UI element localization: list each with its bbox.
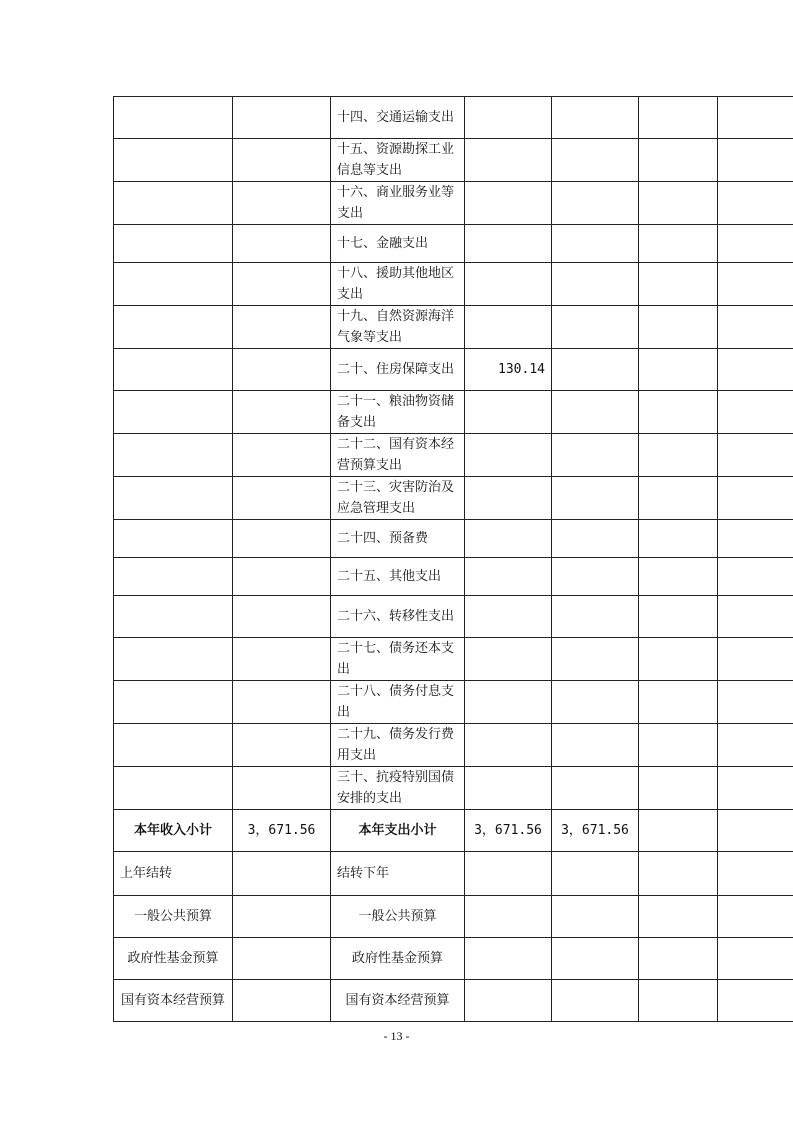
expense-subtotal-value: 3，671.56 xyxy=(465,810,552,852)
empty-cell xyxy=(552,182,639,225)
table-row xyxy=(114,477,793,520)
expense-item-amount xyxy=(465,596,552,638)
table-row xyxy=(114,520,793,558)
expense-item-label: 二十七、债务还本支出 xyxy=(331,638,465,681)
expense-item-label: 十六、商业服务业等支出 xyxy=(331,182,465,225)
empty-cell xyxy=(552,852,639,896)
empty-cell xyxy=(552,896,639,938)
empty-cell xyxy=(233,558,331,596)
empty-cell xyxy=(465,896,552,938)
empty-cell xyxy=(552,391,639,434)
expense-item-label: 十五、资源勘探工业信息等支出 xyxy=(331,139,465,182)
empty-cell xyxy=(718,896,793,938)
empty-cell xyxy=(233,263,331,306)
empty-cell xyxy=(114,434,233,477)
expense-item-label: 二十、住房保障支出 xyxy=(331,349,465,391)
empty-cell xyxy=(233,852,331,896)
empty-cell xyxy=(718,938,793,980)
table-row xyxy=(114,182,793,225)
subtotal-row xyxy=(114,810,793,852)
expense-carry-item: 政府性基金预算 xyxy=(331,938,465,980)
empty-cell xyxy=(114,182,233,225)
table-row xyxy=(114,225,793,263)
empty-cell xyxy=(718,434,793,477)
empty-cell xyxy=(639,97,718,139)
empty-cell xyxy=(718,681,793,724)
empty-cell xyxy=(233,306,331,349)
table-row xyxy=(114,767,793,810)
empty-cell xyxy=(718,349,793,391)
empty-cell xyxy=(718,767,793,810)
empty-cell xyxy=(639,520,718,558)
empty-cell xyxy=(639,724,718,767)
empty-cell xyxy=(639,477,718,520)
empty-cell xyxy=(639,980,718,1022)
empty-cell xyxy=(552,263,639,306)
empty-cell xyxy=(114,520,233,558)
empty-cell xyxy=(552,434,639,477)
table-row xyxy=(114,97,793,139)
table-row xyxy=(114,558,793,596)
expense-item-amount xyxy=(465,477,552,520)
expense-item-amount xyxy=(465,139,552,182)
table-row xyxy=(114,391,793,434)
expense-item-label: 十四、交通运输支出 xyxy=(331,97,465,139)
income-subtotal-label: 本年收入小计 xyxy=(114,810,233,852)
empty-cell xyxy=(718,477,793,520)
empty-cell xyxy=(639,938,718,980)
empty-cell xyxy=(114,391,233,434)
table-row xyxy=(114,349,793,391)
expense-rows xyxy=(114,97,793,810)
expense-carry-item: 一般公共预算 xyxy=(331,896,465,938)
empty-cell xyxy=(552,596,639,638)
empty-cell xyxy=(233,477,331,520)
expense-item-amount xyxy=(465,558,552,596)
income-carry-label: 上年结转 xyxy=(114,852,233,896)
empty-cell xyxy=(114,139,233,182)
empty-cell xyxy=(718,596,793,638)
empty-cell xyxy=(233,638,331,681)
empty-cell xyxy=(639,767,718,810)
empty-cell xyxy=(718,520,793,558)
empty-cell xyxy=(233,980,331,1022)
empty-cell xyxy=(552,97,639,139)
empty-cell xyxy=(233,896,331,938)
expense-item-label: 二十六、转移性支出 xyxy=(331,596,465,638)
empty-cell xyxy=(639,681,718,724)
empty-cell xyxy=(552,767,639,810)
empty-cell xyxy=(552,306,639,349)
empty-cell xyxy=(718,724,793,767)
empty-cell xyxy=(718,306,793,349)
table-row xyxy=(114,596,793,638)
budget-table xyxy=(113,96,793,1022)
table-row xyxy=(114,724,793,767)
empty-cell xyxy=(718,852,793,896)
empty-cell xyxy=(465,980,552,1022)
empty-cell xyxy=(114,225,233,263)
empty-cell xyxy=(233,520,331,558)
empty-cell xyxy=(718,638,793,681)
empty-cell xyxy=(718,810,793,852)
empty-cell xyxy=(114,638,233,681)
empty-cell xyxy=(114,349,233,391)
empty-cell xyxy=(552,139,639,182)
empty-cell xyxy=(639,596,718,638)
income-carry-item: 政府性基金预算 xyxy=(114,938,233,980)
empty-cell xyxy=(552,681,639,724)
expense-item-label: 二十一、粮油物资储备支出 xyxy=(331,391,465,434)
table-row xyxy=(114,896,793,938)
carry-row xyxy=(114,852,793,896)
empty-cell xyxy=(465,852,552,896)
empty-cell xyxy=(552,558,639,596)
table-row xyxy=(114,263,793,306)
expense-item-amount xyxy=(465,724,552,767)
expense-subtotal-value-2: 3，671.56 xyxy=(552,810,639,852)
empty-cell xyxy=(639,139,718,182)
expense-item-amount: 130.14 xyxy=(465,349,552,391)
empty-cell xyxy=(233,391,331,434)
table-row xyxy=(114,938,793,980)
expense-subtotal-label: 本年支出小计 xyxy=(331,810,465,852)
income-carry-item: 一般公共预算 xyxy=(114,896,233,938)
empty-cell xyxy=(233,434,331,477)
empty-cell xyxy=(639,225,718,263)
empty-cell xyxy=(639,306,718,349)
expense-item-label: 二十九、债务发行费用支出 xyxy=(331,724,465,767)
empty-cell xyxy=(718,182,793,225)
expense-item-label: 二十二、国有资本经营预算支出 xyxy=(331,434,465,477)
empty-cell xyxy=(552,938,639,980)
expense-item-amount xyxy=(465,434,552,477)
expense-item-label: 二十三、灾害防治及应急管理支出 xyxy=(331,477,465,520)
empty-cell xyxy=(552,980,639,1022)
empty-cell xyxy=(552,520,639,558)
empty-cell xyxy=(114,724,233,767)
expense-item-amount xyxy=(465,520,552,558)
table-row xyxy=(114,681,793,724)
empty-cell xyxy=(718,97,793,139)
expense-item-amount xyxy=(465,97,552,139)
empty-cell xyxy=(639,263,718,306)
empty-cell xyxy=(639,434,718,477)
expense-carry-item: 国有资本经营预算 xyxy=(331,980,465,1022)
expense-item-amount xyxy=(465,306,552,349)
carry-detail-rows xyxy=(114,896,793,1022)
empty-cell xyxy=(639,182,718,225)
empty-cell xyxy=(639,852,718,896)
empty-cell xyxy=(718,558,793,596)
empty-cell xyxy=(639,896,718,938)
page-number: - 13 - xyxy=(383,1029,410,1043)
summary-rows xyxy=(114,810,793,896)
expense-item-label: 二十四、预备费 xyxy=(331,520,465,558)
empty-cell xyxy=(233,681,331,724)
empty-cell xyxy=(233,225,331,263)
empty-cell xyxy=(233,97,331,139)
expense-item-amount xyxy=(465,182,552,225)
empty-cell xyxy=(233,139,331,182)
expense-item-label: 二十五、其他支出 xyxy=(331,558,465,596)
table-row xyxy=(114,139,793,182)
income-carry-item: 国有资本经营预算 xyxy=(114,980,233,1022)
empty-cell xyxy=(114,97,233,139)
table-row xyxy=(114,306,793,349)
empty-cell xyxy=(114,477,233,520)
expense-carry-label: 结转下年 xyxy=(331,852,465,896)
empty-cell xyxy=(233,724,331,767)
expense-item-amount xyxy=(465,263,552,306)
empty-cell xyxy=(639,638,718,681)
empty-cell xyxy=(639,349,718,391)
empty-cell xyxy=(718,263,793,306)
empty-cell xyxy=(718,225,793,263)
empty-cell xyxy=(233,596,331,638)
empty-cell xyxy=(639,558,718,596)
empty-cell xyxy=(233,938,331,980)
income-subtotal-value: 3，671.56 xyxy=(233,810,331,852)
expense-item-amount xyxy=(465,638,552,681)
empty-cell xyxy=(114,263,233,306)
expense-item-label: 二十八、债务付息支出 xyxy=(331,681,465,724)
empty-cell xyxy=(233,349,331,391)
empty-cell xyxy=(114,767,233,810)
table-row xyxy=(114,638,793,681)
empty-cell xyxy=(552,349,639,391)
empty-cell xyxy=(552,477,639,520)
empty-cell xyxy=(114,306,233,349)
expense-item-amount xyxy=(465,681,552,724)
empty-cell xyxy=(718,980,793,1022)
empty-cell xyxy=(114,681,233,724)
empty-cell xyxy=(718,391,793,434)
empty-cell xyxy=(114,596,233,638)
expense-item-amount xyxy=(465,391,552,434)
empty-cell xyxy=(114,558,233,596)
expense-item-label: 十八、援助其他地区支出 xyxy=(331,263,465,306)
empty-cell xyxy=(552,225,639,263)
empty-cell xyxy=(233,767,331,810)
expense-item-label: 十七、金融支出 xyxy=(331,225,465,263)
empty-cell xyxy=(552,724,639,767)
table-row xyxy=(114,980,793,1022)
empty-cell xyxy=(718,139,793,182)
empty-cell xyxy=(639,391,718,434)
empty-cell xyxy=(552,638,639,681)
empty-cell xyxy=(639,810,718,852)
empty-cell xyxy=(465,938,552,980)
expense-item-label: 三十、抗疫特别国债安排的支出 xyxy=(331,767,465,810)
expense-item-amount xyxy=(465,767,552,810)
expense-item-label: 十九、自然资源海洋气象等支出 xyxy=(331,306,465,349)
table-row xyxy=(114,434,793,477)
expense-item-amount xyxy=(465,225,552,263)
empty-cell xyxy=(233,182,331,225)
